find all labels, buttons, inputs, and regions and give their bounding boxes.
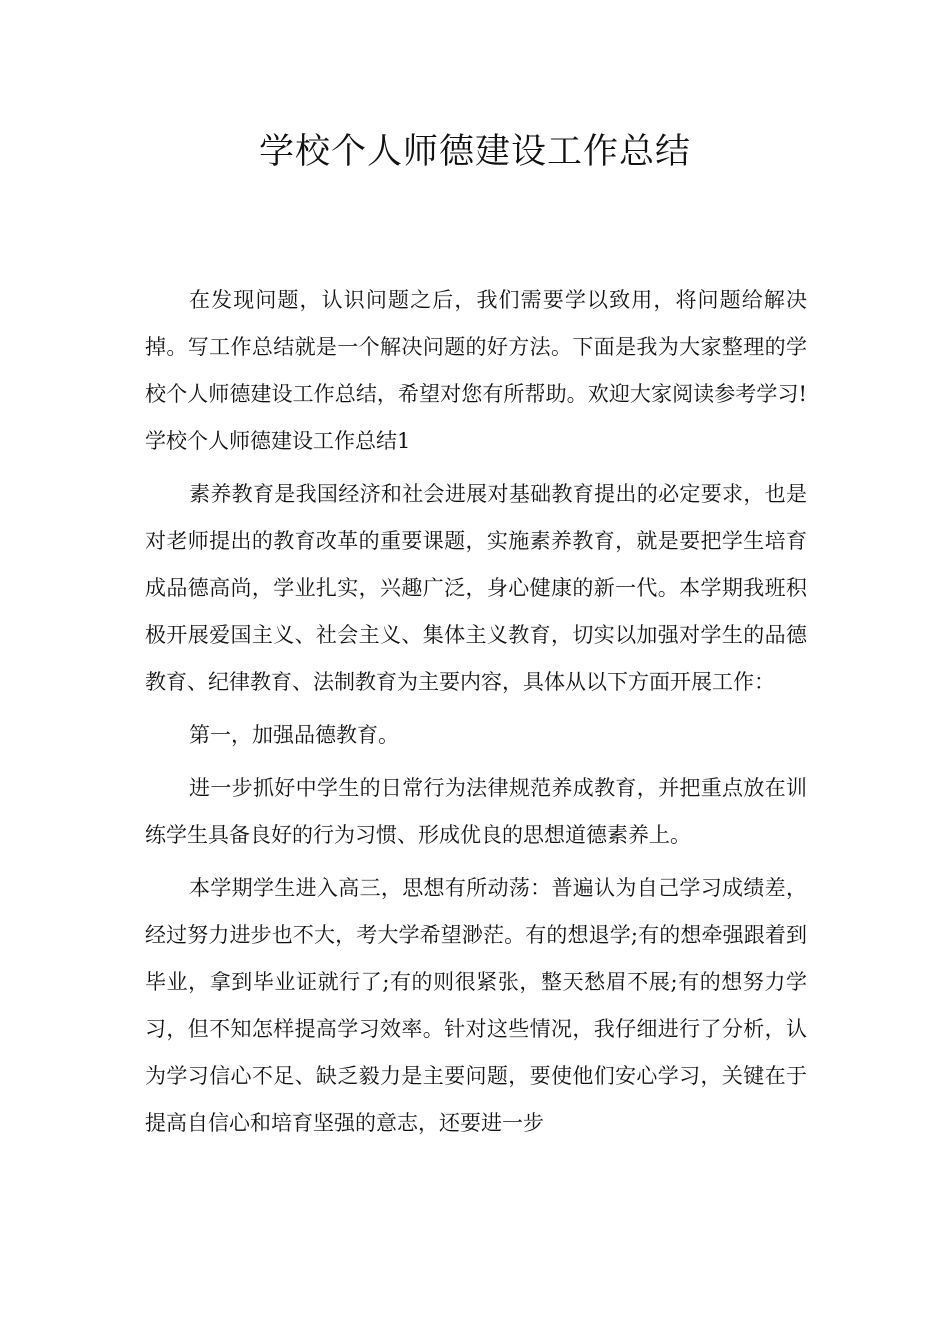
paragraph-1: 在发现问题，认识问题之后，我们需要学以致用，将问题给解决掉。写工作总结就是一个解决问题的好方法。下面是我为大家整理的学校个人师德建设工作总结，希望对您有所帮助。欢迎大家阅读参考学习!学校个人师德建设工作总结1 [145, 288, 807, 453]
document-title: 学校个人师德建设工作总结 [258, 132, 691, 172]
paragraph-5: 本学期学生进入高三，思想有所动荡：普遍认为自己学习成绩差，经过努力进步也不大，考大学希望渺茫。有的想退学;有的想牵强跟着到毕业，拿到毕业证就行了;有的则很紧张，整天愁眉不展;有的想努力学习，但不知怎样提高学习效率。针对这些情况，我仔细进行了分析，认为学习信心不足、缺乏毅力是主要问题，要使他们安心学习，关键在于提高自信心和培育坚强的意志，还要进一步 [145, 876, 807, 1135]
paragraph-3: 第一，加强品德教育。 [189, 723, 399, 747]
paragraph-2: 素养教育是我国经济和社会进展对基础教育提出的必定要求，也是对老师提出的教育改革的重要课题，实施素养教育，就是要把学生培育成品德高尚，学业扎实，兴趣广泛，身心健康的新一代。本学期我班积极开展爱国主义、社会主义、集体主义教育，切实以加强对学生的品德教育、纪律教育、法制教育为主要内容，具体从以下方面开展工作： [145, 482, 807, 694]
document-body [145, 277, 807, 1153]
paragraph-4: 进一步抓好中学生的日常行为法律规范养成教育，并把重点放在训练学生具备良好的行为习惯、形成优良的思想道德素养上。 [145, 776, 807, 847]
